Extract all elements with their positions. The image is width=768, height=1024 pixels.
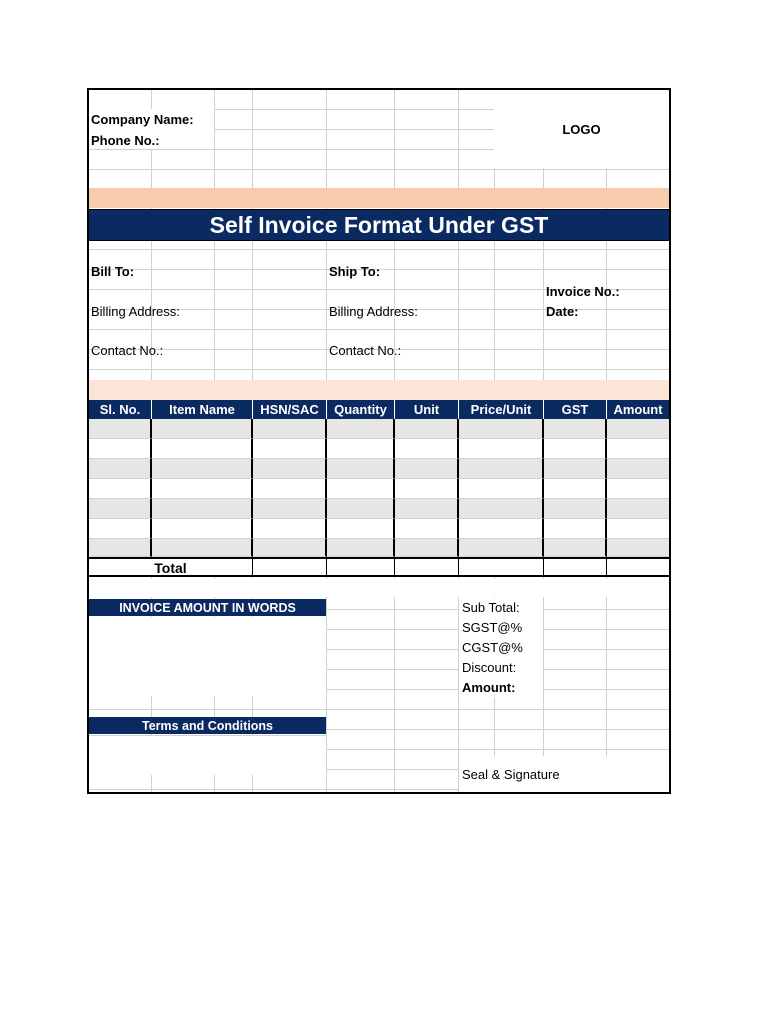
col-hsn-sac: HSN/SAC bbox=[253, 400, 327, 419]
terms-field[interactable] bbox=[89, 735, 326, 775]
total-gst-cell[interactable] bbox=[544, 559, 607, 577]
date-label: Date: bbox=[546, 304, 579, 319]
terms-header: Terms and Conditions bbox=[89, 717, 326, 734]
ship-address-label: Billing Address: bbox=[329, 304, 418, 319]
amount-in-words-field[interactable] bbox=[89, 617, 326, 696]
total-unit-cell[interactable] bbox=[395, 559, 459, 577]
discount-label: Discount: bbox=[462, 660, 517, 675]
col-item-name: Item Name bbox=[152, 400, 253, 419]
bill-contact-label: Contact No.: bbox=[91, 343, 164, 358]
total-quantity-cell[interactable] bbox=[327, 559, 395, 577]
sgst-label: SGST@% bbox=[462, 620, 523, 635]
summary-separator bbox=[89, 579, 669, 597]
table-row[interactable] bbox=[89, 439, 669, 459]
table-row[interactable] bbox=[89, 459, 669, 479]
logo-text: LOGO bbox=[562, 121, 601, 137]
col-sl-no: Sl. No. bbox=[89, 400, 152, 419]
total-row bbox=[89, 557, 669, 577]
bill-address-label: Billing Address: bbox=[91, 304, 180, 319]
amount-in-words-header: INVOICE AMOUNT IN WORDS bbox=[89, 599, 326, 616]
total-label bbox=[89, 559, 253, 577]
col-quantity: Quantity bbox=[327, 400, 395, 419]
table-row[interactable] bbox=[89, 519, 669, 539]
invoice-sheet bbox=[87, 88, 671, 794]
company-name-label: Company Name: bbox=[91, 112, 194, 127]
bill-to-label: Bill To: bbox=[91, 264, 135, 279]
phone-label: Phone No.: bbox=[91, 133, 160, 148]
table-row[interactable] bbox=[89, 539, 669, 557]
col-price-unit: Price/Unit bbox=[459, 400, 544, 419]
col-unit: Unit bbox=[395, 400, 459, 419]
table-row[interactable] bbox=[89, 419, 669, 439]
seal-signature-label: Seal & Signature bbox=[462, 767, 560, 782]
sub-total-label: Sub Total: bbox=[462, 600, 520, 615]
items-table-body bbox=[89, 419, 669, 557]
table-row[interactable] bbox=[89, 479, 669, 499]
col-gst: GST bbox=[544, 400, 607, 419]
total-price-cell[interactable] bbox=[459, 559, 544, 577]
ship-to-label: Ship To: bbox=[329, 264, 381, 279]
invoice-no-label: Invoice No.: bbox=[546, 284, 620, 299]
total-label-text: Total bbox=[154, 560, 187, 576]
invoice-title: Self Invoice Format Under GST bbox=[89, 209, 669, 241]
total-hsn-cell[interactable] bbox=[253, 559, 327, 577]
mid-color-band bbox=[89, 380, 669, 400]
items-table-header bbox=[89, 400, 669, 419]
top-color-band bbox=[89, 188, 669, 208]
logo-placeholder[interactable] bbox=[494, 90, 669, 168]
total-amount-cell[interactable] bbox=[607, 559, 669, 577]
ship-contact-label: Contact No.: bbox=[329, 343, 402, 358]
cgst-label: CGST@% bbox=[462, 640, 523, 655]
table-row[interactable] bbox=[89, 499, 669, 519]
col-amount: Amount bbox=[613, 402, 663, 417]
amount-label: Amount: bbox=[462, 680, 516, 695]
